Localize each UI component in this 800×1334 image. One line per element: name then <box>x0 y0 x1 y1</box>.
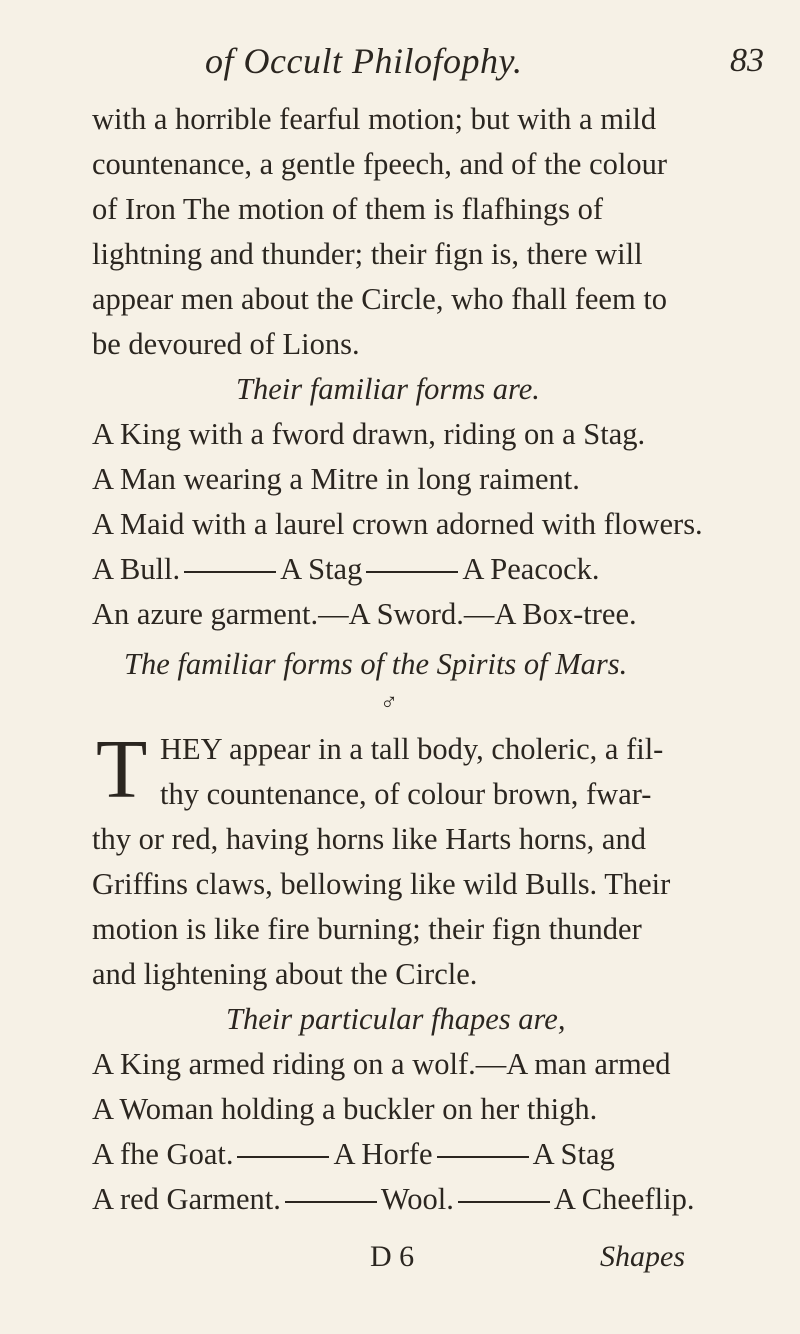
form-item: A King with a fword drawn, riding on a Stag. <box>92 417 646 451</box>
shape-item: A Woman holding a buckler on her thigh. <box>92 1092 598 1126</box>
dash-rule <box>437 1156 529 1158</box>
shape-wool: Wool. <box>380 1182 454 1216</box>
shapes-heading: Their particular fhapes are, <box>226 1002 566 1036</box>
drop-cap: T <box>96 723 148 816</box>
signature-mark: D 6 <box>370 1240 415 1273</box>
shape-stag: A Stag <box>532 1137 615 1171</box>
shape-item: A King armed riding on a wolf.—A man armed <box>92 1047 671 1081</box>
text-line: HEY appear in a tall body, choleric, a fil- <box>160 732 664 766</box>
text-line: be devoured of Lions. <box>92 327 360 361</box>
text-line: Griffins claws, bellowing like wild Bulls. Their <box>92 867 671 901</box>
dash-rule <box>458 1201 550 1203</box>
text-line: of Iron The motion of them is flafhings of <box>92 192 604 226</box>
text-line: with a horrible fearful motion; but with a mild <box>92 102 657 136</box>
text-line: lightning and thunder; their fign is, there will <box>92 237 643 271</box>
shape-goat: A fhe Goat. <box>92 1137 234 1171</box>
shape-garment: A red Garment. <box>92 1182 281 1216</box>
form-item: A Maid with a laurel crown adorned with flowers. <box>92 507 703 541</box>
dash-rule <box>184 571 276 573</box>
form-bull: A Bull. <box>92 552 181 586</box>
catchword: Shapes <box>600 1240 685 1273</box>
dash-rule <box>366 571 458 573</box>
shape-horse: A Horfe <box>333 1137 433 1171</box>
shapes-row <box>92 1180 694 1218</box>
text-line: thy or red, having horns like Harts horns, and <box>92 822 646 856</box>
form-peacock: A Peacock. <box>462 552 600 586</box>
dash-rule <box>285 1201 377 1203</box>
text-line: motion is like fire burning; their fign thunder <box>92 912 642 946</box>
shape-cheeslip: A Cheeflip. <box>553 1182 695 1216</box>
shapes-row <box>92 1135 615 1173</box>
mars-symbol-icon: ♂ <box>380 690 398 716</box>
text-line: thy countenance, of colour brown, fwar- <box>160 777 652 811</box>
form-stag: A Stag <box>280 552 363 586</box>
section-heading: The familiar forms of the Spirits of Mars. <box>124 647 628 681</box>
forms-heading: Their familiar forms are. <box>236 372 540 406</box>
page-header <box>0 40 800 90</box>
text-line: and lightening about the Circle. <box>92 957 478 991</box>
dash-rule <box>237 1156 329 1158</box>
forms-row: An azure garment.—A Sword.—A Box-tree. <box>92 597 637 631</box>
text-line: countenance, a gentle fpeech, and of the colour <box>92 147 667 181</box>
form-item: A Man wearing a Mitre in long raiment. <box>92 462 580 496</box>
running-title: of Occult Philofophy. <box>205 41 523 81</box>
page-number: 83 <box>730 42 764 79</box>
forms-row <box>92 550 600 588</box>
text-line: appear men about the Circle, who fhall feem to <box>92 282 668 316</box>
